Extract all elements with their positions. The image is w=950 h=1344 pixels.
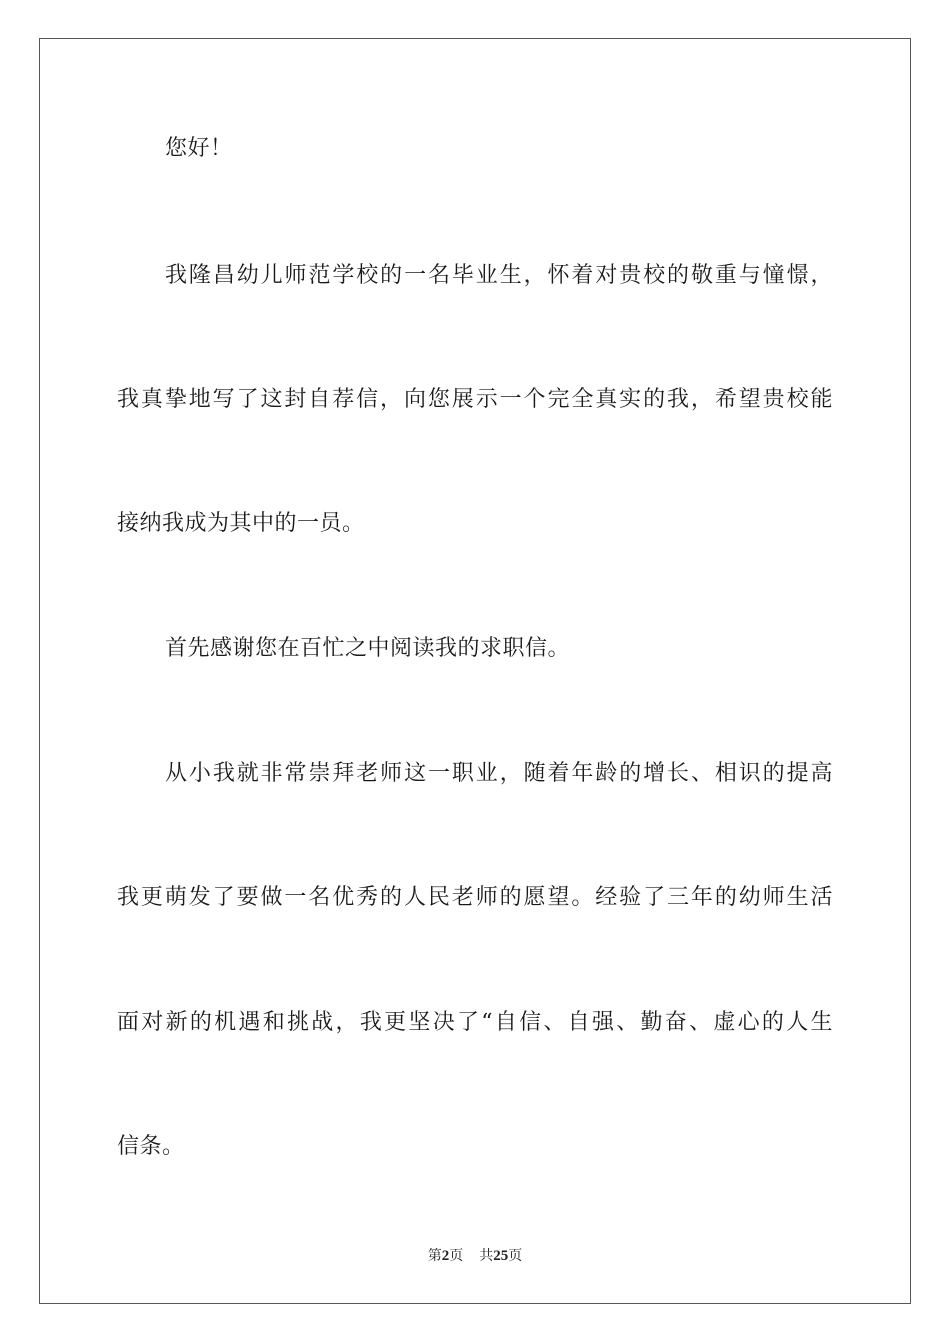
page-current: 2 [441, 1248, 450, 1264]
total-suffix: 页 [508, 1248, 523, 1264]
paragraph-line-6: 我更萌发了要做一名优秀的人民老师的愿望。经验了三年的幼师生活 [117, 885, 833, 910]
page-suffix: 页 [449, 1248, 464, 1264]
page-prefix: 第 [427, 1248, 442, 1264]
paragraph-line-2: 我真挚地写了这封自荐信，向您展示一个完全真实的我，希望贵校能 [117, 387, 833, 412]
paragraph-line-8: 信条。 [117, 1134, 185, 1159]
page-total: 25 [493, 1248, 509, 1264]
paragraph-line-4: 首先感谢您在百忙之中阅读我的求职信。 [165, 636, 571, 661]
page-frame [39, 38, 911, 1304]
page-footer [0, 1246, 950, 1266]
paragraph-line-5: 从小我就非常崇拜老师这一职业，随着年龄的增长、相识的提高 [165, 761, 833, 786]
paragraph-line-3: 接纳我成为其中的一员。 [117, 511, 365, 536]
salutation: 您好！ [165, 136, 233, 161]
total-prefix: 共 [479, 1248, 494, 1264]
paragraph-line-7: 面对新的机遇和挑战，我更坚决了“自信、自强、勤奋、虚心的人生 [117, 1010, 833, 1035]
paragraph-line-1: 我隆昌幼儿师范学校的一名毕业生，怀着对贵校的敬重与憧憬， [165, 263, 833, 288]
